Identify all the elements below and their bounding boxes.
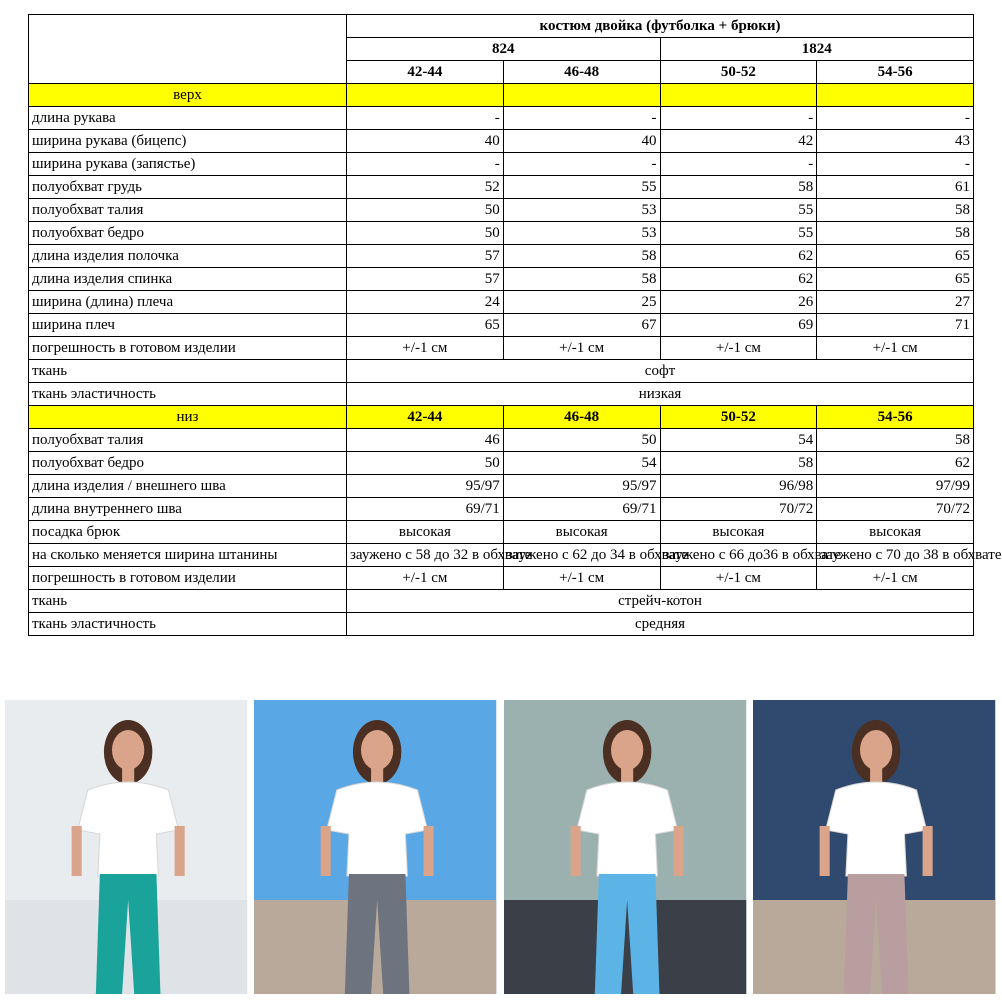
row-value: 96/98 [660,475,817,498]
row-label: полуобхват грудь [29,176,347,199]
table-row [29,268,974,291]
row-value: 71 [817,314,974,337]
row-value: 53 [503,199,660,222]
row-value: 58 [503,245,660,268]
row-value: +/-1 см [817,337,974,360]
row-value: 58 [660,176,817,199]
row-value: 57 [347,268,504,291]
section-fill [817,84,974,107]
size-header: 50-52 [660,61,817,84]
model-824: 824 [347,38,661,61]
row-label: ткань эластичность [29,383,347,406]
row-value: 57 [347,245,504,268]
row-value: 69/71 [503,498,660,521]
row-label: на сколько меняется ширина штанины [29,544,347,567]
row-value: 40 [503,130,660,153]
row-value: +/-1 см [660,567,817,590]
row-label: погрешность в готовом изделии [29,337,347,360]
row-value: 70/72 [660,498,817,521]
table-row [29,521,974,544]
row-value: 40 [347,130,504,153]
row-value: - [817,107,974,130]
section-label-top: верх [29,84,347,107]
row-value: +/-1 см [503,567,660,590]
table-row [29,498,974,521]
row-value: 53 [503,222,660,245]
row-value: - [347,107,504,130]
row-label: длина изделия / внешнего шва [29,475,347,498]
table-row [29,429,974,452]
row-value: 27 [817,291,974,314]
row-value: +/-1 см [347,337,504,360]
table-row [29,567,974,590]
row-label: ширина (длина) плеча [29,291,347,314]
table-row [29,613,974,636]
row-label: длина изделия полочка [29,245,347,268]
row-value: 58 [817,199,974,222]
row-value: +/-1 см [503,337,660,360]
row-label: длина внутреннего шва [29,498,347,521]
table-row [29,245,974,268]
row-value: высокая [347,521,504,544]
size-header: 46-48 [503,406,660,429]
row-value: - [503,107,660,130]
row-value: 58 [817,429,974,452]
row-value: высокая [503,521,660,544]
row-value: 50 [503,429,660,452]
size-header: 42-44 [347,61,504,84]
row-label: ширина рукава (запястье) [29,153,347,176]
fabric-value: стрейч-котон [347,590,974,613]
table-row [29,337,974,360]
row-value: высокая [817,521,974,544]
row-label: длина изделия спинка [29,268,347,291]
table-row [29,222,974,245]
table-row [29,475,974,498]
corner-cell [29,15,347,84]
size-header: 42-44 [347,406,504,429]
row-value: 69 [660,314,817,337]
table-row [29,452,974,475]
row-value: зауженo с 70 до 38 в обхвате [817,544,974,567]
row-label: ширина рукава (бицепс) [29,130,347,153]
row-value: - [347,153,504,176]
size-header: 54-56 [817,61,974,84]
row-value: 58 [503,268,660,291]
photo-blue-pants [504,700,746,994]
row-value: 65 [347,314,504,337]
row-value: 65 [817,268,974,291]
row-value: 52 [347,176,504,199]
row-value: 54 [660,429,817,452]
row-label: полуобхват талия [29,199,347,222]
row-value: 50 [347,452,504,475]
row-value: зауженo с 62 до 34 в обхвате [503,544,660,567]
photo-strip [5,700,995,994]
row-value: - [817,153,974,176]
row-value: 54 [503,452,660,475]
size-header: 46-48 [503,61,660,84]
row-value: 95/97 [503,475,660,498]
table-row [29,360,974,383]
row-value: 62 [660,245,817,268]
row-value: +/-1 см [660,337,817,360]
fabric-value: софт [347,360,974,383]
size-chart-table [28,14,1002,636]
table-row [29,107,974,130]
row-label: посадка брюк [29,521,347,544]
row-label: полуобхват бедро [29,452,347,475]
row-value: 24 [347,291,504,314]
row-value: 55 [660,199,817,222]
section-top [29,84,974,107]
row-label: ткань [29,360,347,383]
elasticity-value: низкая [347,383,974,406]
table-row [29,153,974,176]
elasticity-value: средняя [347,613,974,636]
row-value: 67 [503,314,660,337]
row-value: - [503,153,660,176]
row-value: 46 [347,429,504,452]
photo-mauve-pants [753,700,995,994]
row-value: зауженo с 58 до 32 в обхвате [347,544,504,567]
photo-grey-pants [254,700,496,994]
row-value: 58 [817,222,974,245]
row-value: 50 [347,199,504,222]
row-value: 26 [660,291,817,314]
table-row [29,199,974,222]
row-label: ткань [29,590,347,613]
section-fill [660,84,817,107]
section-fill [347,84,504,107]
row-value: 25 [503,291,660,314]
chart-title: костюм двойка (футболка + брюки) [347,15,974,38]
row-value: 55 [660,222,817,245]
row-value: +/-1 см [347,567,504,590]
row-label: погрешность в готовом изделии [29,567,347,590]
table-row [29,176,974,199]
table-row [29,590,974,613]
table-row [29,544,974,567]
row-value: +/-1 см [817,567,974,590]
row-value: 62 [660,268,817,291]
table-row [29,291,974,314]
row-value: 42 [660,130,817,153]
size-header: 50-52 [660,406,817,429]
section-fill [503,84,660,107]
section-label-bottom: низ [29,406,347,429]
row-value: 43 [817,130,974,153]
row-label: ширина плеч [29,314,347,337]
table-row [29,130,974,153]
row-value: 50 [347,222,504,245]
row-value: 95/97 [347,475,504,498]
row-label: ткань эластичность [29,613,347,636]
table-row [29,383,974,406]
row-value: - [660,153,817,176]
size-header: 54-56 [817,406,974,429]
row-value: 69/71 [347,498,504,521]
row-value: 70/72 [817,498,974,521]
table-row [29,314,974,337]
row-value: 61 [817,176,974,199]
row-value: высокая [660,521,817,544]
model-1824: 1824 [660,38,974,61]
row-label: длина рукава [29,107,347,130]
row-value: 62 [817,452,974,475]
row-label: полуобхват талия [29,429,347,452]
row-value: 58 [660,452,817,475]
header-row-title [29,15,974,38]
section-bottom [29,406,974,429]
photo-turquoise-pants [5,700,247,994]
row-value: зауженo с 66 до36 в обхвате [660,544,817,567]
row-label: полуобхват бедро [29,222,347,245]
row-value: 65 [817,245,974,268]
row-value: 97/99 [817,475,974,498]
row-value: - [660,107,817,130]
row-value: 55 [503,176,660,199]
